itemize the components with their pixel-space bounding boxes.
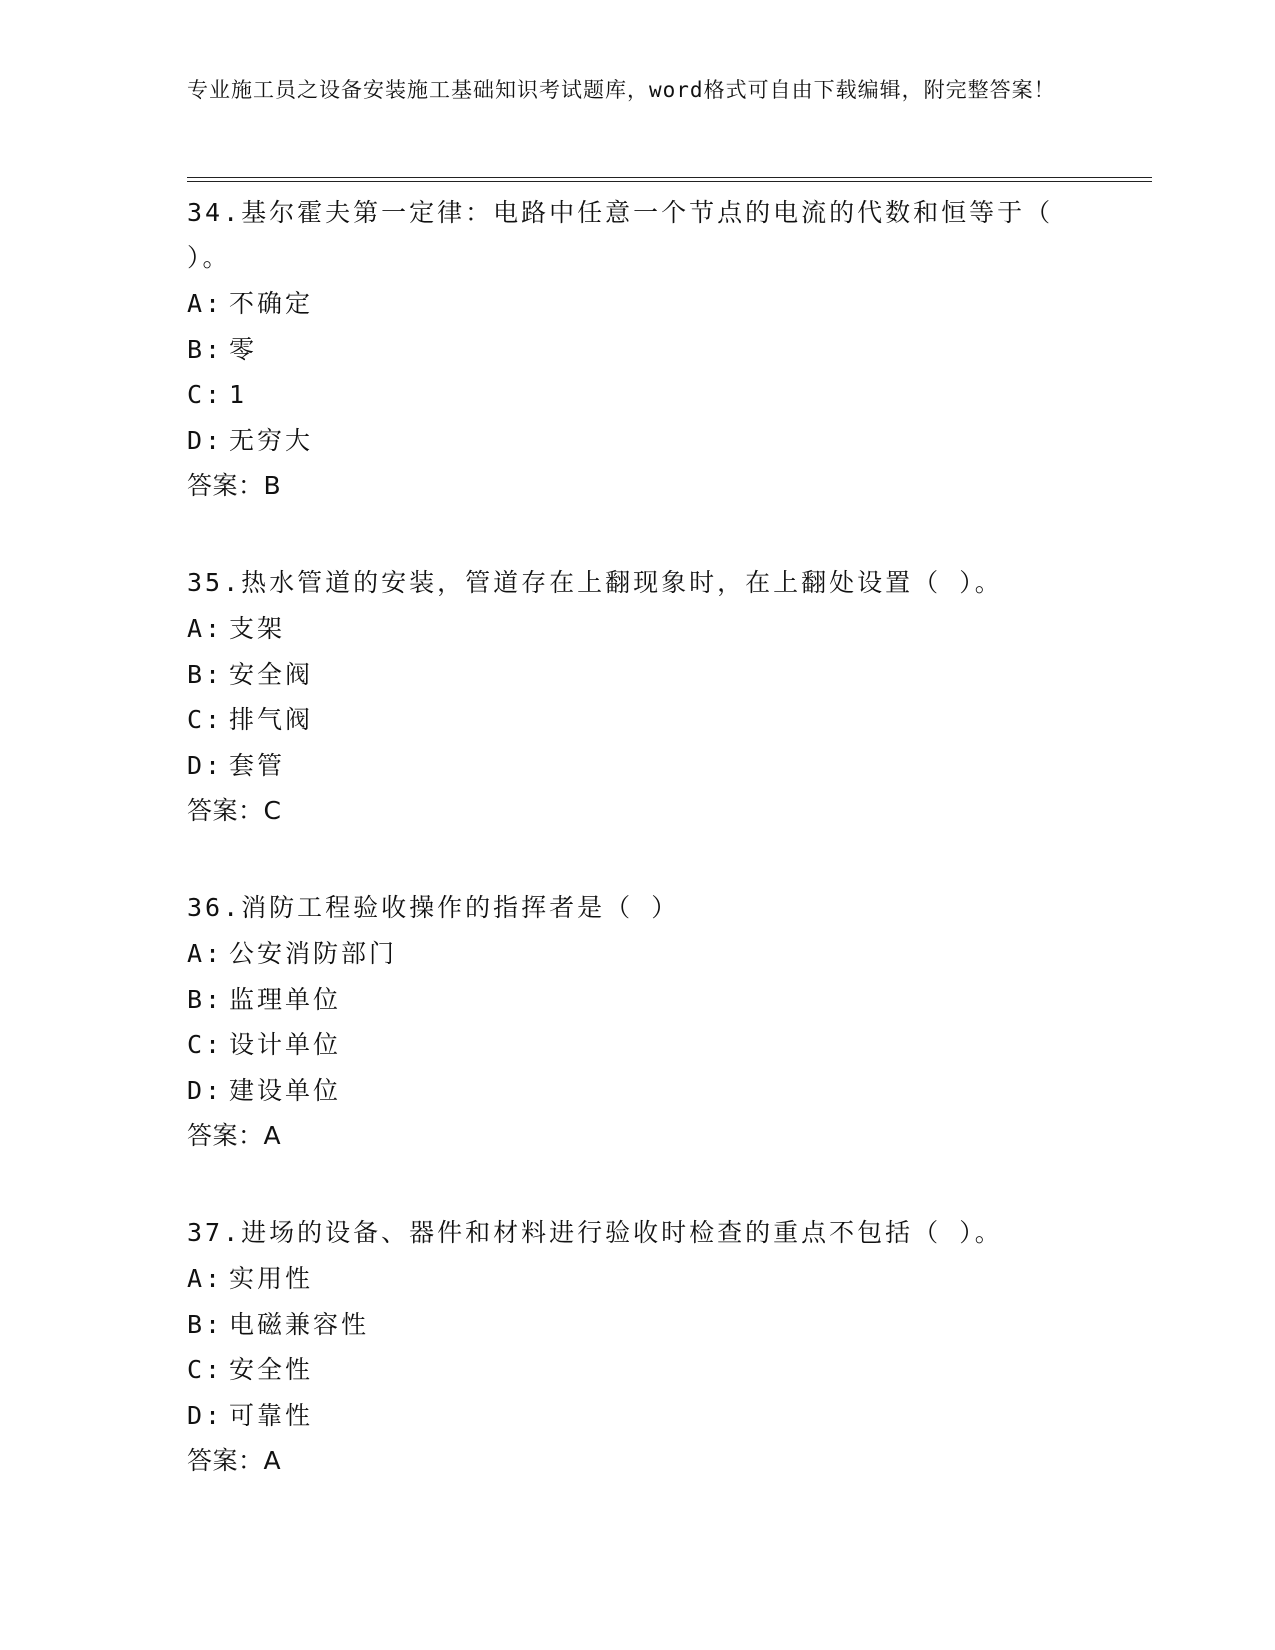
option-letter: A: [187, 939, 224, 968]
option-text: 电磁兼容性 [229, 1309, 370, 1339]
option-letter: A: [187, 614, 224, 643]
option-letter: B: [187, 334, 224, 364]
answer-line: 答案：A [187, 1121, 282, 1150]
option-text: 设计单位 [229, 1030, 342, 1059]
option-text: 可靠性 [229, 1400, 314, 1430]
option-text: 无穷大 [229, 425, 314, 455]
option-letter: C: [187, 380, 224, 409]
option-letter: B: [187, 984, 224, 1014]
option-b [187, 1302, 1107, 1348]
question-37 [187, 1210, 1107, 1484]
header-divider [187, 177, 1152, 182]
question-text: 36.消防工程验收操作的指挥者是（ ） [187, 893, 680, 922]
question-36 [187, 885, 1107, 1159]
question-text: 35.热水管道的安装，管道存在上翻现象时，在上翻处设置（ ）。 [187, 568, 1003, 597]
option-text: 实用性 [229, 1264, 314, 1293]
option-letter: A: [187, 1264, 224, 1293]
option-text: 监理单位 [229, 984, 342, 1014]
option-b [187, 652, 1107, 698]
option-text: 不确定 [229, 289, 314, 318]
question-text: 37.进场的设备、器件和材料进行验收时检查的重点不包括（ ）。 [187, 1218, 1003, 1247]
question-34 [187, 190, 1107, 509]
option-b [187, 977, 1107, 1023]
option-text: 零 [229, 334, 258, 364]
option-letter: D: [187, 1075, 224, 1105]
answer-line: 答案：A [187, 1446, 282, 1475]
option-a [187, 1256, 1107, 1302]
option-text: 建设单位 [229, 1075, 342, 1105]
option-c [187, 1022, 1107, 1068]
option-letter: D: [187, 425, 224, 455]
option-letter: B: [187, 659, 224, 689]
option-letter: C: [187, 1030, 224, 1059]
option-text: 套管 [229, 750, 286, 780]
option-letter: D: [187, 750, 224, 780]
option-letter: B: [187, 1309, 224, 1339]
option-a [187, 931, 1107, 977]
document-header: 专业施工员之设备安装施工基础知识考试题库，word格式可自由下载编辑，附完整答案！ [187, 78, 1056, 102]
option-text: 排气阀 [229, 705, 314, 734]
question-list [187, 190, 1107, 1535]
option-d [187, 743, 1107, 789]
option-d [187, 418, 1107, 464]
option-c [187, 697, 1107, 743]
option-a [187, 606, 1107, 652]
question-text: 34.基尔霍夫第一定律：电路中任意一个节点的电流的代数和恒等于（ ）。 [187, 198, 1054, 272]
option-text: 支架 [229, 614, 286, 643]
question-35 [187, 560, 1107, 834]
option-letter: C: [187, 705, 224, 734]
option-text: 安全性 [229, 1355, 314, 1384]
option-d [187, 1393, 1107, 1439]
option-c [187, 1347, 1107, 1393]
answer-line: 答案：B [187, 471, 282, 500]
option-letter: D: [187, 1400, 224, 1430]
option-c [187, 372, 1107, 418]
option-text: 1 [229, 380, 248, 409]
answer-line: 答案：C [187, 796, 282, 825]
option-text: 公安消防部门 [229, 939, 398, 968]
option-d [187, 1068, 1107, 1114]
option-letter: A: [187, 289, 224, 318]
option-a [187, 281, 1107, 327]
option-text: 安全阀 [229, 659, 314, 689]
option-letter: C: [187, 1355, 224, 1384]
option-b [187, 327, 1107, 373]
